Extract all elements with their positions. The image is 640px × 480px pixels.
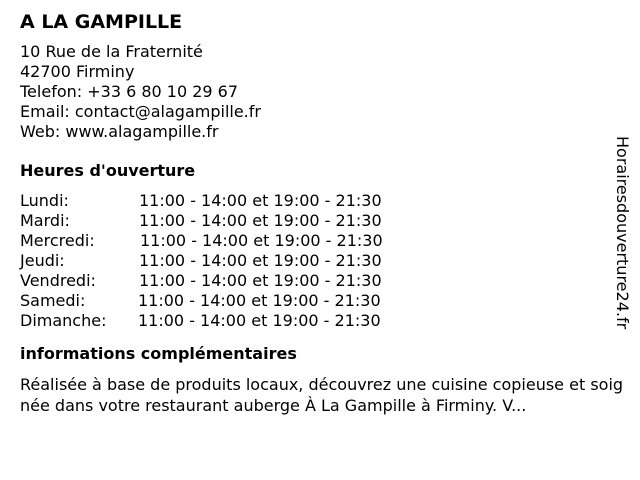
email: Email: contact@alagampille.fr <box>20 102 261 121</box>
site-watermark: Horairesdouverture24.fr <box>613 136 632 330</box>
hours-row-dimanche <box>20 311 625 331</box>
phone: Telefon: +33 6 80 10 29 67 <box>20 82 239 101</box>
hours-table <box>20 191 625 331</box>
time-range: 11:00 - 14:00 et 19:00 - 21:30 <box>139 271 382 290</box>
time-range: 11:00 - 14:00 et 19:00 - 21:30 <box>138 311 381 330</box>
restaurant-card <box>20 10 625 416</box>
time-range: 11:00 - 14:00 et 19:00 - 21:30 <box>138 291 381 310</box>
day-label: Mercredi: <box>20 231 95 250</box>
hours-heading: Heures d'ouverture <box>20 161 196 180</box>
website: Web: www.alagampille.fr <box>20 122 219 141</box>
hours-row-jeudi <box>20 251 625 271</box>
info-heading: informations complémentaires <box>20 344 297 363</box>
day-label: Mardi: <box>20 211 70 230</box>
hours-row-samedi <box>20 291 625 311</box>
day-label: Lundi: <box>20 191 69 210</box>
address-city: 42700 Firminy <box>20 62 135 81</box>
time-range: 11:00 - 14:00 et 19:00 - 21:30 <box>139 191 382 210</box>
hours-row-vendredi <box>20 271 625 291</box>
restaurant-name: A LA GAMPILLE <box>20 11 183 33</box>
time-range: 11:00 - 14:00 et 19:00 - 21:30 <box>140 231 383 250</box>
day-label: Jeudi: <box>20 251 65 270</box>
time-range: 11:00 - 14:00 et 19:00 - 21:30 <box>139 211 382 230</box>
info-text: Réalisée à base de produits locaux, découvrez une cuisine copieuse et soignée dans votre restaurant auberge À La Gampille à Firminy. V... <box>20 375 624 415</box>
contact-block <box>20 42 625 142</box>
hours-row-lundi <box>20 191 625 211</box>
address-street: 10 Rue de la Fraternité <box>20 42 203 61</box>
day-label: Samedi: <box>20 291 86 310</box>
hours-row-mercredi <box>20 231 625 251</box>
time-range: 11:00 - 14:00 et 19:00 - 21:30 <box>139 251 382 270</box>
day-label: Vendredi: <box>20 271 96 290</box>
day-label: Dimanche: <box>20 311 107 330</box>
hours-row-mardi <box>20 211 625 231</box>
